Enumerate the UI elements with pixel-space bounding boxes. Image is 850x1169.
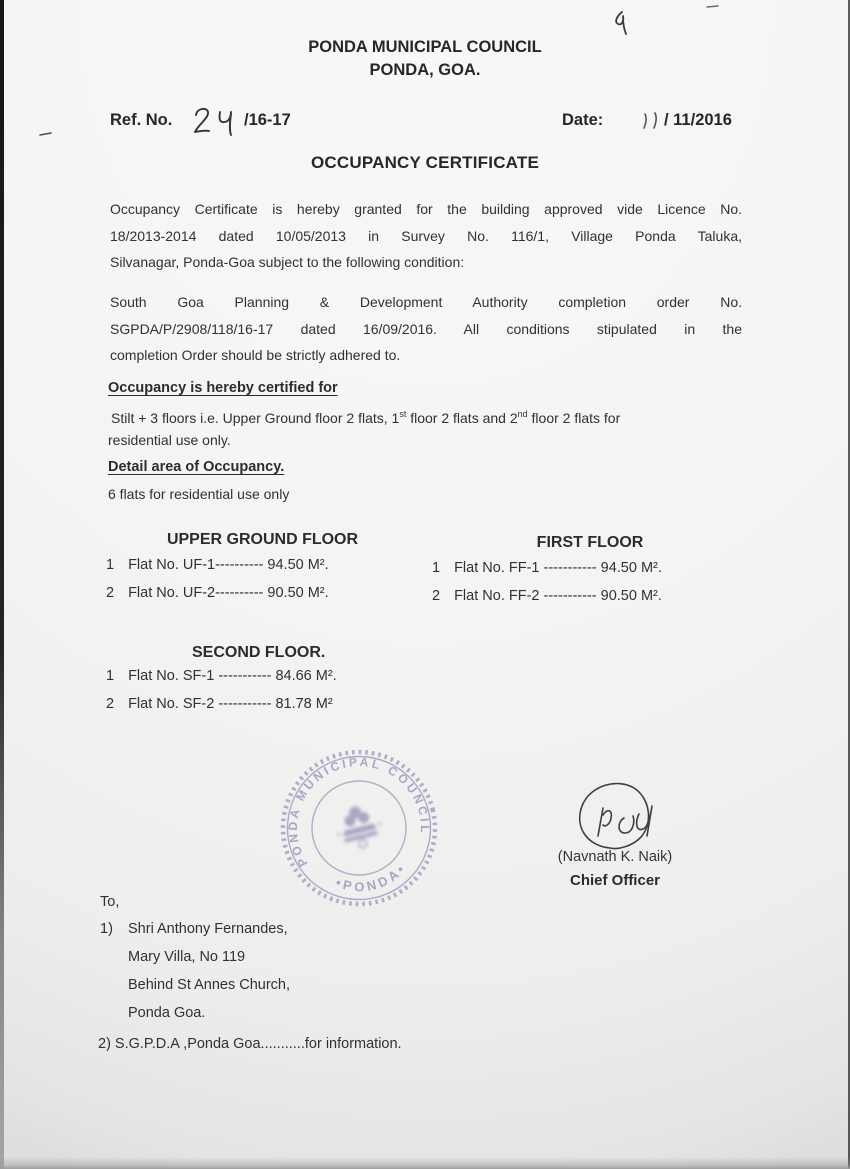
signer-name: (Navnath K. Naik) xyxy=(557,849,673,865)
header-place: PONDA, GOA. xyxy=(369,61,481,79)
row-number: 2 xyxy=(106,696,115,712)
to-label: To, xyxy=(100,894,120,910)
certified-heading: Occupancy is hereby certified for xyxy=(108,380,338,396)
detail-heading: Detail area of Occupancy. xyxy=(108,459,285,475)
handwritten-dash-left xyxy=(38,129,54,139)
row-number: 2 xyxy=(106,585,115,601)
date-label: Date: xyxy=(562,111,604,129)
row-text: Flat No. FF-2 ----------- 90.50 M². xyxy=(454,588,662,604)
row-text: Flat No. UF-2---------- 90.50 M². xyxy=(128,585,329,601)
municipal-stamp-seal xyxy=(256,725,462,931)
date-value: / 11/2016 xyxy=(664,111,732,129)
recipient-line: Shri Anthony Fernandes, xyxy=(128,921,288,937)
upper-ground-floor-title: UPPER GROUND FLOOR xyxy=(166,531,359,548)
header xyxy=(0,36,850,82)
scan-edge-bottom-shadow xyxy=(0,1157,850,1169)
svg-text:PONDA MUNICIPAL COUNCIL xyxy=(270,739,436,870)
stamp-bottom-text: •PONDA• xyxy=(333,859,410,895)
signer-title: Chief Officer xyxy=(569,872,660,889)
stamp-seal-icon xyxy=(256,725,462,931)
table-row xyxy=(432,588,662,604)
recipient-line: Behind St Annes Church, xyxy=(128,977,291,993)
recipient-1-prefix: 1) xyxy=(100,921,113,937)
ref-label: Ref. No. xyxy=(110,111,173,129)
certified-line1: Stilt + 3 floors i.e. Upper Ground floor 2 flats, 1st floor 2 flats and 2nd floor 2 flats for xyxy=(111,409,621,426)
certified-line2: residential use only. xyxy=(108,432,231,448)
row-text: Flat No. SF-1 ----------- 84.66 M². xyxy=(128,668,337,684)
svg-text:•PONDA• xyxy=(331,858,413,902)
first-floor-title: FIRST FLOOR xyxy=(536,534,644,551)
table-row xyxy=(106,668,337,684)
recipient-line: Mary Villa, No 119 xyxy=(128,949,246,965)
paragraph-completion-order xyxy=(110,289,742,369)
recipient-line: Ponda Goa. xyxy=(128,1005,206,1021)
stamp-emblem-icon xyxy=(332,801,386,853)
detail-text: 6 flats for residential use only xyxy=(108,486,290,502)
paragraph-line: Silvanagar, Ponda-Goa subject to the following condition: xyxy=(110,254,465,270)
paragraph-licence xyxy=(110,196,742,276)
table-row xyxy=(106,696,333,712)
handwritten-date-day xyxy=(637,108,665,136)
row-number: 1 xyxy=(106,668,115,684)
handwritten-ref-number xyxy=(188,103,240,139)
paragraph-line: Occupancy Certificate is hereby granted for the building approved vide Licence No. xyxy=(110,201,742,217)
paragraph-line: completion Order should be strictly adhered to. xyxy=(110,347,401,363)
paragraph-line: SGPDA/P/2908/118/16-17 dated 16/09/2016. All conditions stipulated in the xyxy=(110,320,742,337)
signature-icon xyxy=(550,770,690,858)
ref-suffix: /16-17 xyxy=(244,111,291,129)
row-number: 1 xyxy=(432,560,441,576)
row-number: 2 xyxy=(432,588,441,604)
doc-title: OCCUPANCY CERTIFICATE xyxy=(310,153,540,172)
row-text: Flat No. FF-1 ----------- 94.50 M². xyxy=(454,560,662,576)
table-row xyxy=(432,560,662,576)
table-row xyxy=(106,557,329,573)
row-number: 1 xyxy=(106,557,115,573)
paragraph-line: 18/2013-2014 dated 10/05/2013 in Survey No. 116/1, Village Ponda Taluka, xyxy=(110,227,742,244)
recipient-2: 2) S.G.P.D.A ,Ponda Goa...........for information. xyxy=(98,1036,402,1052)
stamp-ring-text: PONDA MUNICIPAL COUNCIL xyxy=(285,754,433,870)
row-text: Flat No. SF-2 ----------- 81.78 M² xyxy=(128,696,333,712)
scan-speck-top xyxy=(706,3,720,11)
row-text: Flat No. UF-1---------- 94.50 M². xyxy=(128,557,329,573)
header-org: PONDA MUNICIPAL COUNCIL xyxy=(308,38,542,56)
second-floor-title: SECOND FLOOR. xyxy=(192,644,326,661)
table-row xyxy=(106,585,329,601)
scan-edge-left xyxy=(0,0,4,1169)
paragraph-line: South Goa Planning & Development Authority completion order No. xyxy=(110,294,742,310)
